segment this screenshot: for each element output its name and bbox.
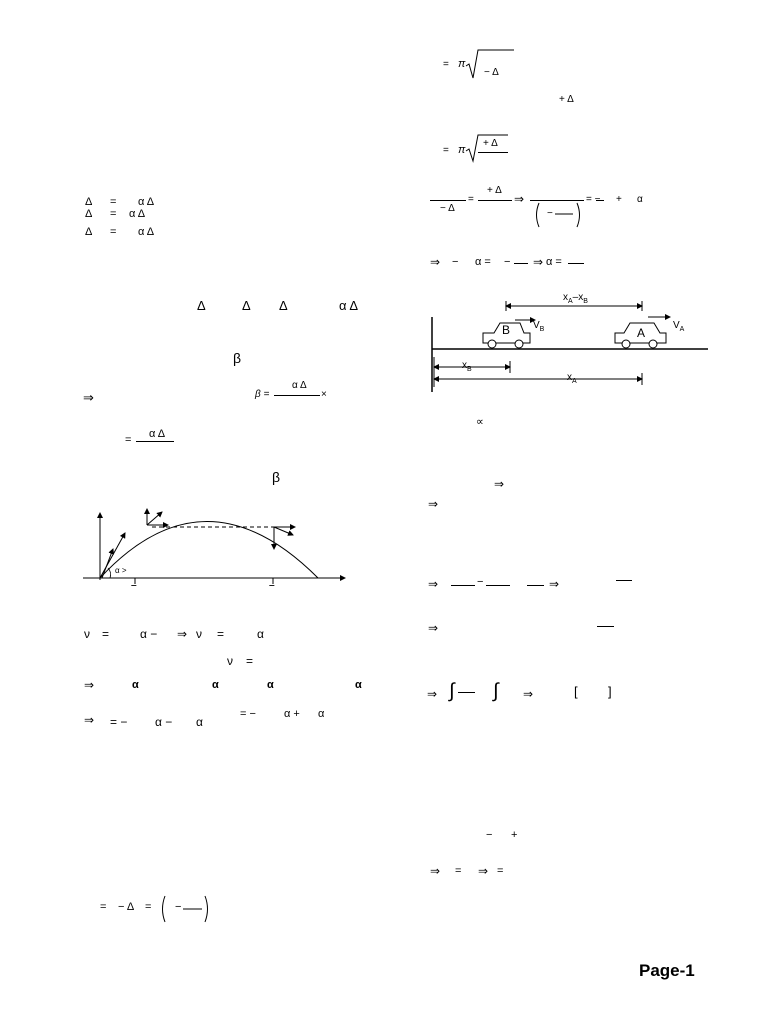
equals-sign: = [110, 196, 117, 208]
implies-arrow: ⇒ [430, 864, 441, 878]
alpha-symbol: α [318, 708, 325, 720]
implies-arrow: ⇒ [428, 497, 439, 511]
implies-arrow: ⇒ [427, 687, 438, 701]
delta-symbol: Δ [85, 208, 93, 220]
velocity-arrow [274, 527, 293, 535]
fraction-bar [596, 200, 604, 201]
pi-symbol: π [458, 58, 466, 70]
car-label-a: A [637, 326, 646, 340]
implies-arrow: ⇒ [177, 627, 188, 641]
implies-arrow: ⇒ [478, 864, 489, 878]
alpha-symbol: α [355, 679, 362, 691]
tick-label: ‾ [132, 585, 136, 597]
alpha-delta: α Δ [129, 208, 146, 220]
nu-symbol: ν [84, 627, 90, 641]
alpha-equals: α = [546, 256, 562, 268]
minus-sign: − [547, 208, 553, 219]
integral-sign: ∫ [449, 680, 455, 702]
equals-sign: = [468, 194, 474, 205]
radicand: + Δ [483, 138, 498, 149]
trajectory-curve [100, 522, 318, 579]
implies-arrow: ⇒ [494, 477, 505, 491]
delta-symbol: Δ [242, 298, 251, 313]
times-sign: × [321, 389, 327, 400]
car-label-b: B [502, 323, 511, 337]
equals-minus: = − [586, 194, 601, 205]
implies-arrow: ⇒ [533, 255, 544, 269]
xb-label: $x_B$ [462, 360, 472, 373]
equals-sign: = [102, 627, 110, 641]
alpha-symbol: α [637, 194, 643, 205]
equals-sign: = [145, 901, 152, 913]
velocity-label-a: $V_A$ [673, 320, 685, 333]
minus-sign: − [175, 901, 182, 913]
equals-sign: = [497, 865, 504, 877]
delta-symbol: Δ [85, 196, 93, 208]
equals-sign: = [246, 654, 254, 668]
fraction-numerator: α Δ [292, 380, 307, 391]
beta-symbol: β [233, 350, 242, 366]
pi-symbol: π [458, 144, 466, 156]
nu-symbol: ν [227, 654, 233, 668]
equals-sign: = [110, 208, 117, 220]
alpha-symbol: α [132, 679, 139, 691]
implies-arrow: ⇒ [523, 687, 534, 701]
plus-delta: + Δ [559, 94, 574, 105]
numerator: + Δ [487, 185, 502, 196]
delta-symbol: Δ [279, 298, 288, 313]
implies-arrow: ⇒ [83, 390, 94, 405]
implies-arrow: ⇒ [514, 192, 525, 206]
parentheses [160, 895, 210, 923]
equals-sign: = [455, 865, 462, 877]
fraction-bar [527, 585, 544, 586]
delta-symbol: Δ [197, 298, 206, 313]
equals-sign: = [443, 59, 449, 70]
implies-arrow: ⇒ [84, 713, 95, 727]
alpha-equals: α = [475, 256, 491, 268]
right-bracket: ] [608, 684, 612, 699]
page-number: Page-1 [639, 961, 695, 980]
implies-arrow: ⇒ [84, 678, 95, 692]
plus-sign: + [616, 194, 622, 205]
beta-symbol: β [272, 469, 281, 485]
alpha-term: α + [284, 708, 300, 720]
implies-arrow: ⇒ [430, 255, 441, 269]
alpha-term: α − [140, 627, 158, 641]
fraction-bar [568, 263, 584, 264]
fraction-bar [136, 441, 174, 442]
equals-sign: = [217, 627, 225, 641]
projectile-diagram [80, 505, 350, 605]
alpha-symbol: α [212, 679, 219, 691]
angle-label: α > [115, 566, 127, 575]
fraction-bar [514, 263, 528, 264]
fraction-bar [274, 395, 320, 396]
alpha-term: α − [155, 715, 173, 729]
equals-sign: = [100, 901, 107, 913]
beta-equals: β = [255, 389, 270, 400]
proportional-symbol: ∝ [476, 416, 484, 428]
xa-label: $x_A$ [567, 372, 577, 385]
fraction-bar [430, 200, 466, 201]
fraction-bar [616, 580, 632, 581]
implies-arrow: ⇒ [428, 577, 439, 591]
fraction-bar [530, 200, 584, 201]
delta-symbol: Δ [85, 226, 93, 238]
velocity-arrow [147, 512, 162, 525]
fraction-bar [478, 152, 508, 153]
distance-label: $x_A-x_B$ [563, 292, 588, 305]
left-bracket: [ [574, 684, 578, 699]
equals-minus: = − [240, 708, 256, 720]
alpha-symbol: α [257, 627, 264, 641]
fraction-bar [486, 585, 510, 586]
fraction-bar [458, 692, 475, 693]
minus-sign: − [504, 256, 511, 268]
fraction-bar [597, 626, 614, 627]
alpha-delta: α Δ [339, 298, 359, 313]
radicand: − Δ [484, 67, 499, 78]
equals-sign: = [110, 226, 117, 238]
equals-sign: = [125, 434, 132, 446]
alpha-delta: α Δ [138, 226, 155, 238]
nu-symbol: ν [196, 627, 202, 641]
tick-label: ‾ [270, 585, 274, 597]
velocity-label-b: $V_B$ [533, 320, 545, 333]
plus-sign: + [511, 829, 518, 841]
alpha-symbol: α [196, 715, 203, 729]
minus-delta: − Δ [118, 901, 135, 913]
alpha-delta: α Δ [138, 196, 155, 208]
minus-sign: − [477, 576, 484, 588]
minus-sign: − [486, 829, 493, 841]
minus-sign: − [452, 256, 459, 268]
fraction-bar [478, 200, 512, 201]
fraction-numerator: α Δ [149, 428, 166, 440]
implies-arrow: ⇒ [428, 621, 439, 635]
equals-sign: = [443, 145, 449, 156]
fraction-bar [451, 585, 475, 586]
denominator: − Δ [440, 203, 455, 214]
implies-arrow: ⇒ [549, 577, 560, 591]
alpha-symbol: α [267, 679, 274, 691]
parentheses [533, 202, 583, 228]
velocity-arrow [102, 549, 113, 578]
equals-minus: = − [110, 715, 128, 729]
integral-sign: ∫ [493, 680, 499, 702]
